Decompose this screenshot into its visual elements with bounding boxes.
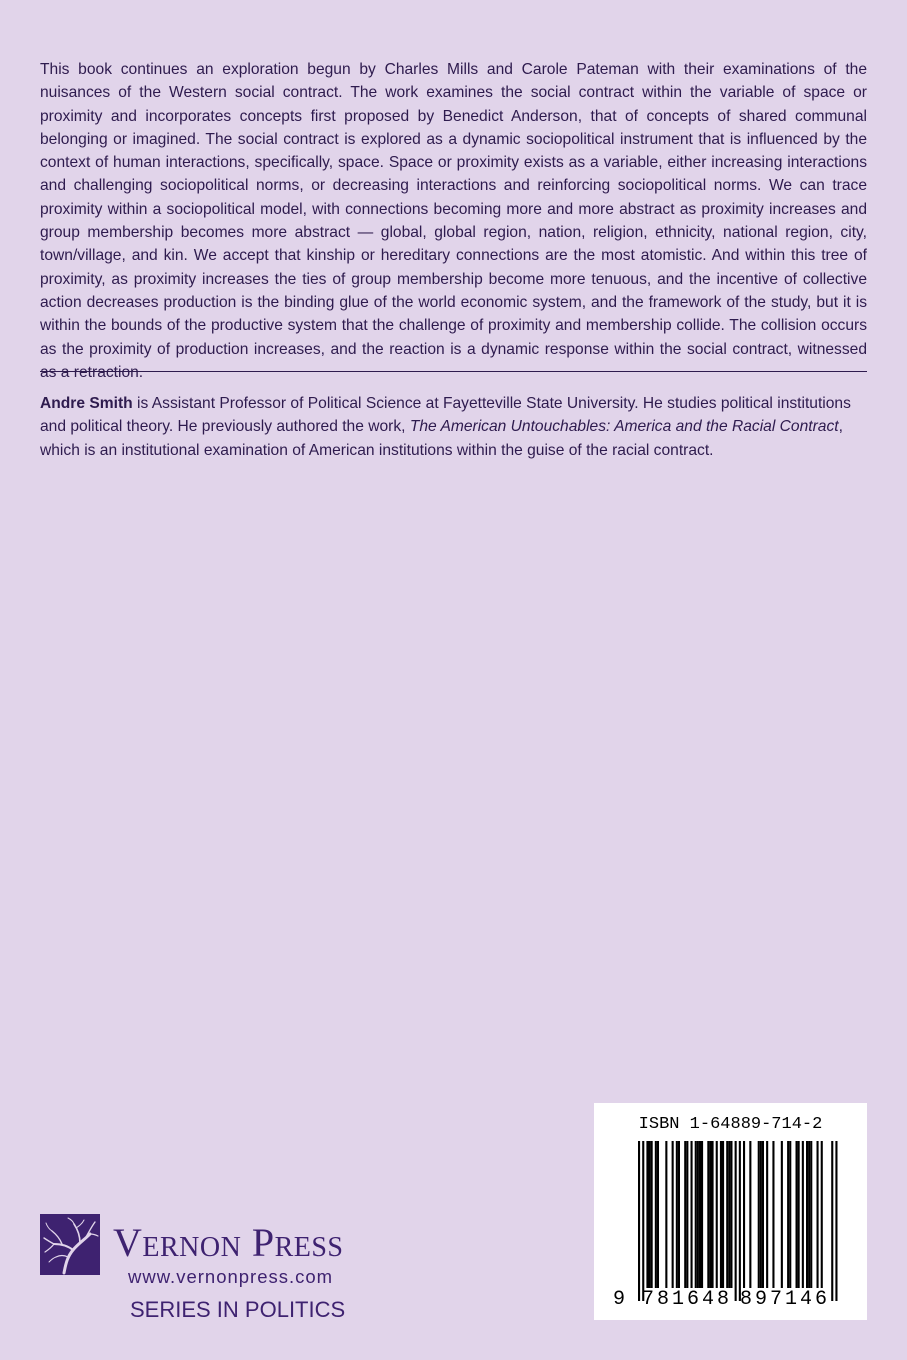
barcode-bar [802,1141,804,1288]
barcode-bar [697,1141,699,1288]
section-divider [40,371,867,372]
publisher-name-text: Vernon Press [113,1220,344,1265]
barcode-bar [758,1141,760,1288]
barcode-bar [720,1141,722,1288]
barcode-bar [678,1141,680,1288]
barcode-bar [646,1141,648,1288]
tree-icon [40,1214,100,1275]
previous-book-title: The American Untouchables: America and the Racial Contract [409,418,839,436]
publisher-url[interactable]: www.vernonpress.com [128,1266,334,1287]
barcode-bar [730,1141,732,1288]
ean-first-digit: 9 [613,1288,626,1311]
barcode-bar [760,1141,762,1288]
barcode-bar [798,1141,800,1288]
barcode-bar [749,1141,751,1288]
barcode-bar [772,1141,774,1288]
barcode-bar [716,1141,718,1288]
barcode-bar [638,1141,640,1301]
barcode-bar [728,1141,730,1288]
barcode-bar [651,1141,653,1288]
barcode-bar [712,1141,714,1288]
barcode-bar [684,1141,686,1288]
barcode-bar [695,1141,697,1288]
barcode-bar [699,1141,701,1288]
barcode-bar [726,1141,728,1288]
publisher-name [113,1220,344,1265]
ean-left-group: 781648 [642,1288,733,1311]
barcode-bar [642,1141,644,1301]
series-name: SERIES IN POLITICS [130,1297,346,1322]
author-bio-text-end: , which is an institutional examination of American institutions within the guise of the racial contract. [40,418,843,459]
barcode-bar [672,1141,674,1288]
barcode-bar [806,1141,808,1288]
barcode-bar [789,1141,791,1288]
author-bio-text: is Assistant Professor of Political Science at Fayetteville State University. He studies political institutions and political theory. He previously authored the work, [40,395,851,436]
barcode-bar [739,1141,741,1301]
barcode-bar [835,1141,837,1301]
barcode-bar [766,1141,768,1288]
barcode-bar [808,1141,810,1288]
barcode-bar [743,1141,745,1288]
author-bio [40,392,867,462]
barcode-bar [781,1141,783,1288]
barcode-bar [817,1141,819,1288]
barcode-bar [655,1141,657,1288]
barcode-bar [787,1141,789,1288]
barcode-bar [810,1141,812,1288]
barcode-bar [649,1141,651,1288]
barcode-bar [762,1141,764,1288]
barcode-bar [691,1141,693,1288]
barcode-bar [686,1141,688,1288]
barcode-bar [657,1141,659,1288]
barcode-bar [722,1141,724,1288]
barcode-bar [831,1141,833,1301]
barcode-bar [709,1141,711,1288]
isbn-label: ISBN 1-64889-714-2 [638,1115,823,1134]
barcode-bar [796,1141,798,1288]
barcode-bar [665,1141,667,1288]
ean-right-group: 897146 [740,1288,831,1311]
barcode-bar [735,1141,737,1301]
barcode-bar [707,1141,709,1288]
barcode-bar [676,1141,678,1288]
barcode-bar [701,1141,703,1288]
barcode-bar [821,1141,823,1288]
isbn-barcode [594,1103,867,1320]
author-name: Andre Smith [40,395,133,412]
book-blurb: This book continues an exploration begun by Charles Mills and Carole Pateman with their examinations of the nuisances of the Western social contract. The work examines the social contract within the variable of space or proximity and incorporates concepts first proposed by Benedict Anderson, that of concepts of shared communal belonging or imagined. The social contract is explored as a dynamic sociopolitical instrument that is influenced by the context of human interactions, specifically, space. Space or proximity exists as a variable, either increasing interactions and challenging sociopolitical norms, or decreasing interactions and reinforcing sociopolitical norms. We can trace proximity within a sociopolitical model, with connections becoming more and more abstract as proximity increases and group membership becomes more abstract — global, global region, nation, religion, ethnicity, national region, city, town/village, and kin. We accept that kinship or hereditary connections are the most atomistic. And within this tree of proximity, as proximity increases the ties of group membership become more tenuous, and the incentive of collective action decreases production is the binding glue of the world economic system, and the framework of the study, but it is within the bounds of the productive system that the challenge of proximity and membership collide. The collision occurs as the proximity of production increases, and the reaction is a dynamic response within the social contract, witnessed as a retraction. [40,61,867,381]
